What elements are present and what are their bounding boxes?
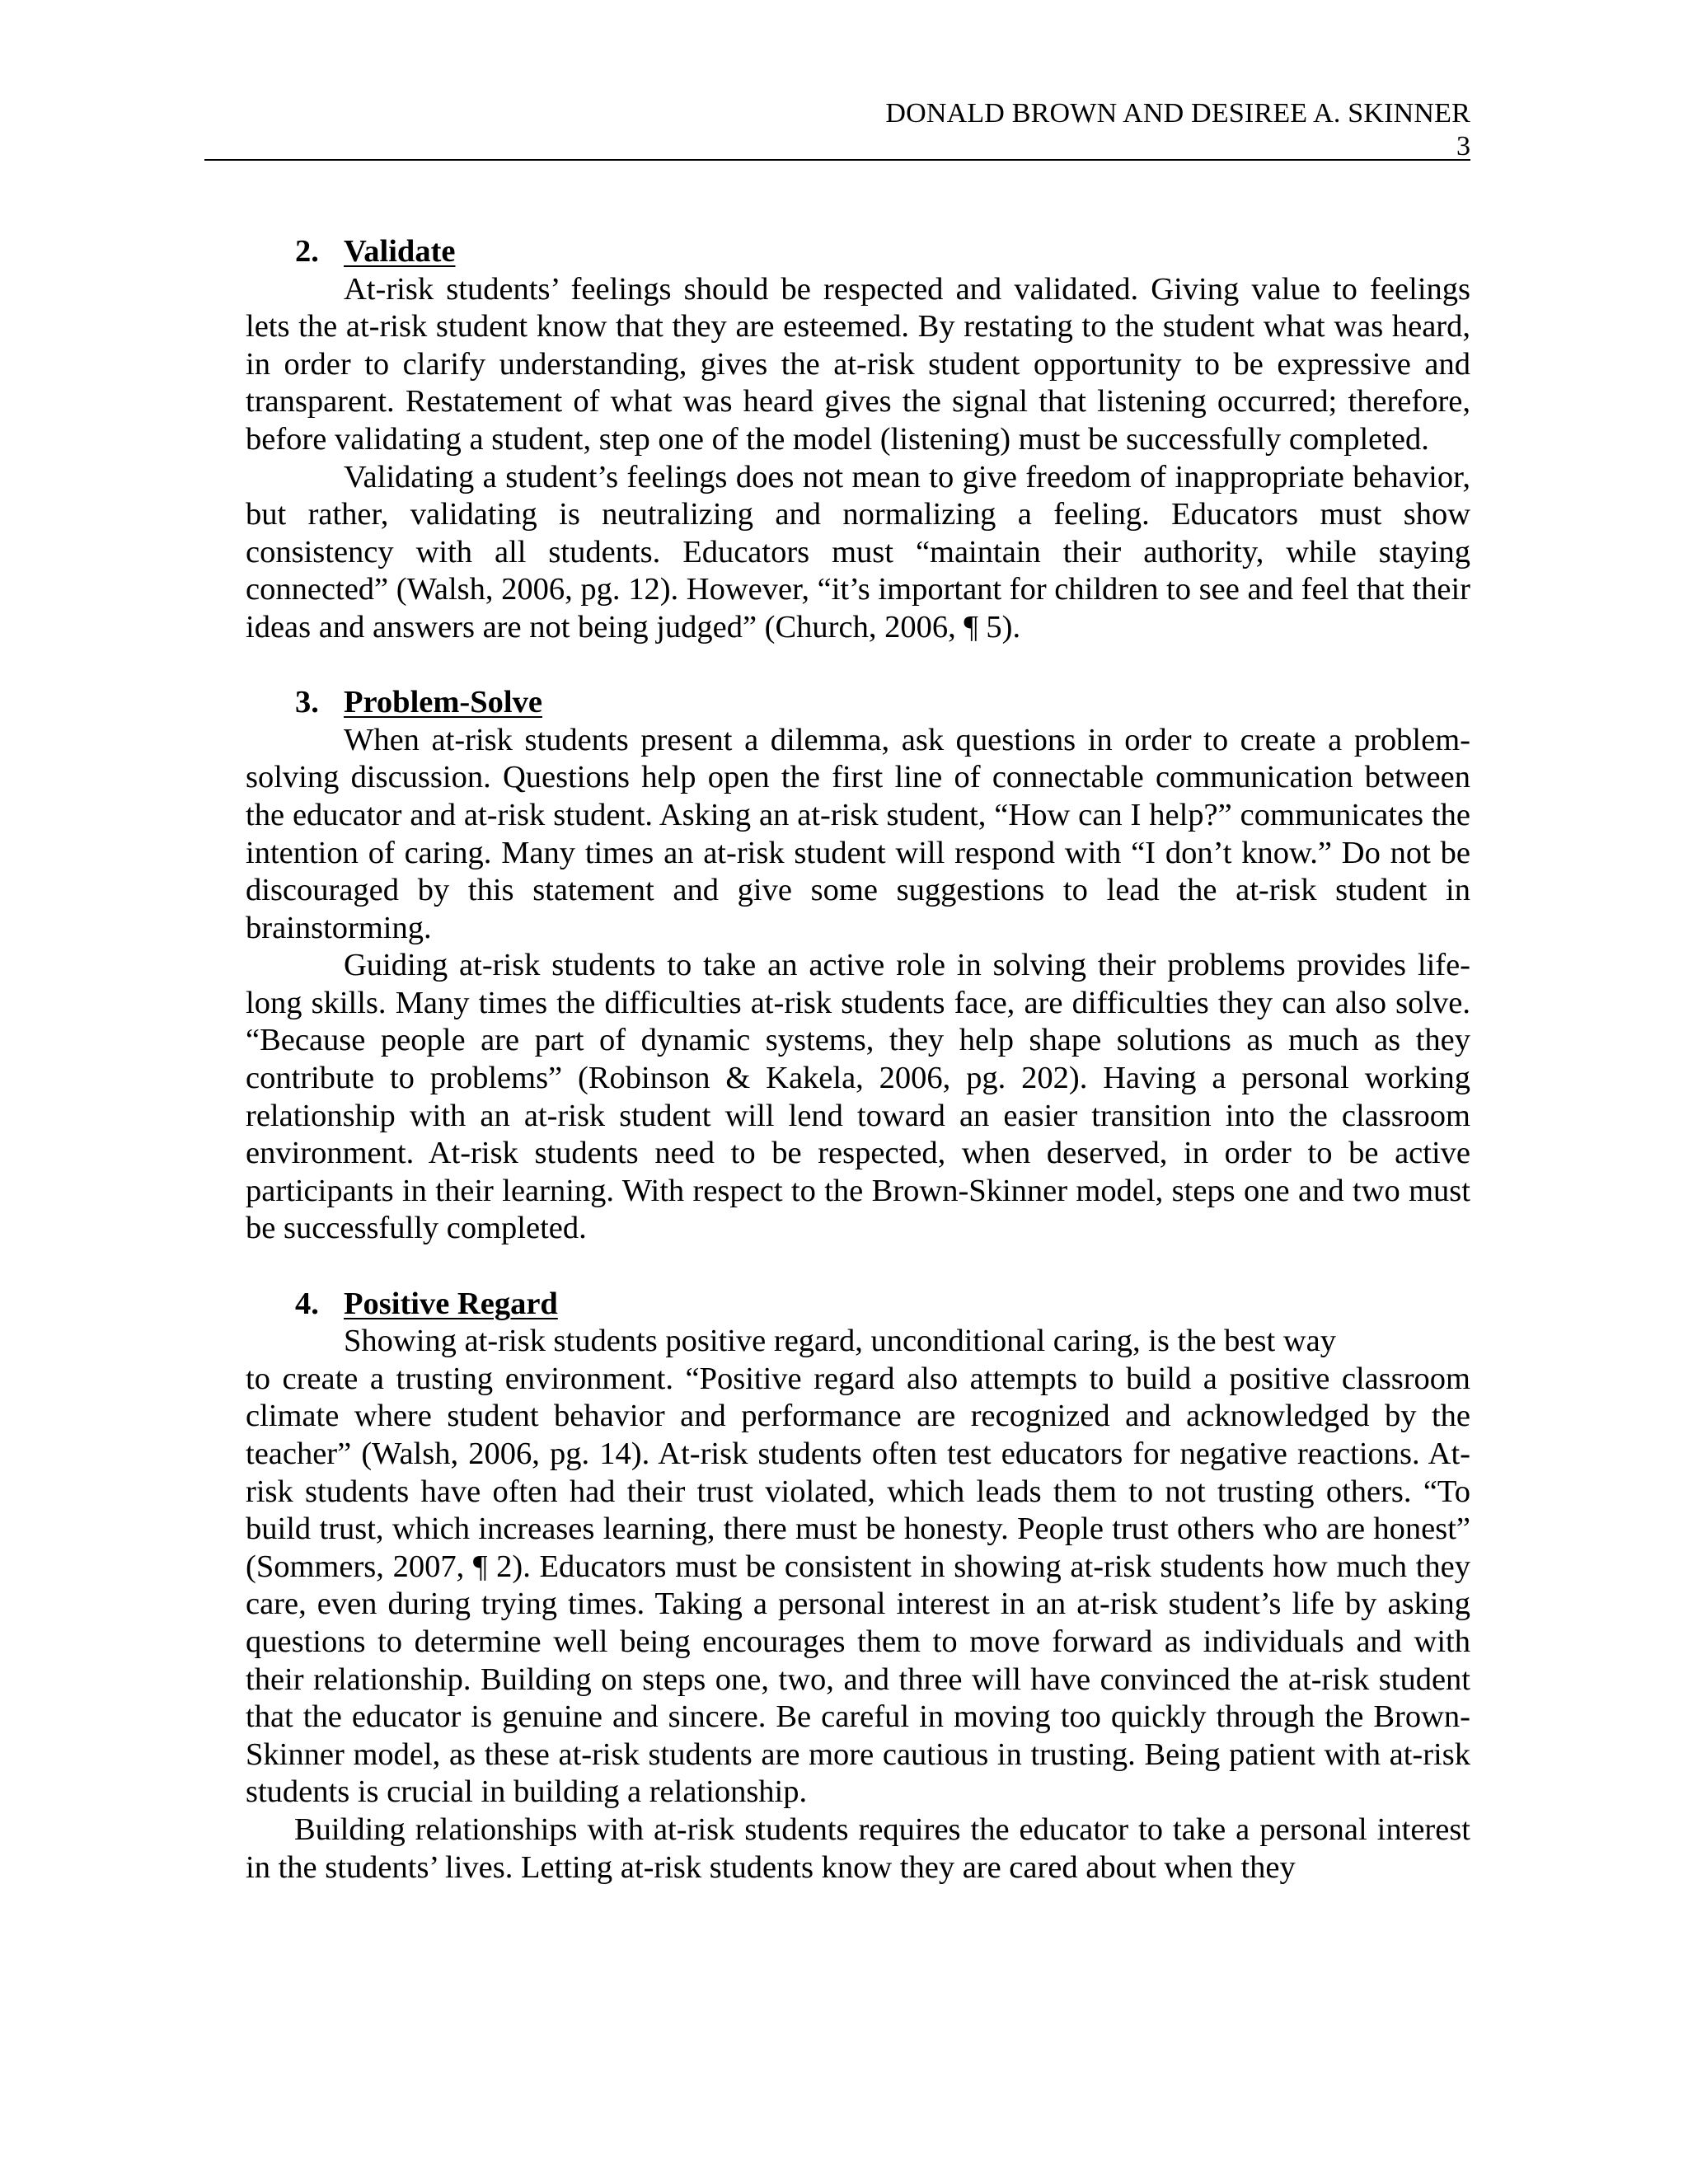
body-paragraph-lead: Showing at-risk students positive regard, unconditional caring, is the best way [344, 1324, 1336, 1359]
section-problem-solve [246, 684, 1470, 1248]
section-heading [246, 233, 1470, 271]
section-title: Problem-Solve [344, 685, 542, 720]
header-rule [204, 159, 1470, 161]
section-validate [246, 233, 1470, 647]
body-paragraph: At-risk students’ feelings should be respected and validated. Giving value to feelings lets the at-risk student know that they are esteemed. By restating to the student what was heard, in order to clarify understanding, gives the at-risk student opportunity to be expressive and transparent. Restatement of what was heard gives the signal that listening occurred; therefore, before validating a student, step one of the model (listening) must be successfully completed. [246, 271, 1470, 457]
running-head: DONALD BROWN AND DESIREE A. SKINNER [885, 98, 1470, 129]
section-spacer [246, 647, 1470, 685]
section-number: 2. [295, 234, 319, 269]
section-spacer [246, 1248, 1470, 1286]
section-title: Validate [344, 234, 456, 269]
body-paragraph: Guiding at-risk students to take an active role in solving their problems provides life-long skills. Many times the difficulties at-risk students face, are difficulties they can also solve. “Because people are part of dynamic systems, they help shape solutions as much as they contribute to problems” (Robinson & Kakela, 2006, pg. 202). Having a personal working relationship with an at-risk student will lend toward an easier transition into the classroom environment. At-risk students need to be respected, when deserved, in order to be active participants in their learning. With respect to the Brown-Skinner model, steps one and two must be successfully completed. [246, 948, 1470, 1246]
document-body [246, 233, 1470, 1886]
section-title: Positive Regard [344, 1286, 558, 1321]
section-positive-regard [246, 1286, 1470, 1887]
section-heading [246, 1286, 1470, 1324]
body-paragraph: When at-risk students present a dilemma, ask questions in order to create a problem-solving discussion. Questions help open the first line of connectable communication between the educator and at-risk student. Asking an at-risk student, “How can I help?” communicates the intention of caring. Many times an at-risk student will respond with “I don’t know.” Do not be discouraged by this statement and give some suggestions to lead the at-risk student in brainstorming. [246, 722, 1470, 945]
body-paragraph: Validating a student’s feelings does not mean to give freedom of inappropriate behavior, but rather, validating is neutralizing and normalizing a feeling. Educators must show consistency with all students. Educators must “maintain their authority, while staying connected” (Walsh, 2006, pg. 12). However, “it’s important for children to see and feel that their ideas and answers are not being judged” (Church, 2006, ¶ 5). [246, 459, 1470, 644]
page-number: 3 [1456, 131, 1470, 162]
body-paragraph: to create a trusting environment. “Positive regard also attempts to build a positive classroom climate where student behavior and performance are recognized and acknowledged by the teacher” (Walsh, 2006, pg. 14). At-risk students often test educators for negative reactions. At-risk students have often had their trust violated, which leads them to not trusting others. “To build trust, which increases learning, there must be honesty. People trust others who are honest” (Sommers, 2007, ¶ 2). Educators must be consistent in showing at-risk students how much they care, even during trying times. Taking a personal interest in an at-risk student’s life by asking questions to determine well being encourages them to move forward as individuals and with their relationship. Building on steps one, two, and three will have convinced the at-risk student that the educator is genuine and sincere. Be careful in moving too quickly through the Brown-Skinner model, as these at-risk students are more cautious in trusting. Being patient with at-risk students is crucial in building a relationship. [246, 1361, 1470, 1810]
section-number: 4. [295, 1286, 319, 1321]
section-number: 3. [295, 685, 319, 720]
section-heading [246, 684, 1470, 722]
body-paragraph: Building relationships with at-risk students requires the educator to take a personal interest in the students’ lives. Letting at-risk students know they are cared about when they [246, 1811, 1470, 1885]
